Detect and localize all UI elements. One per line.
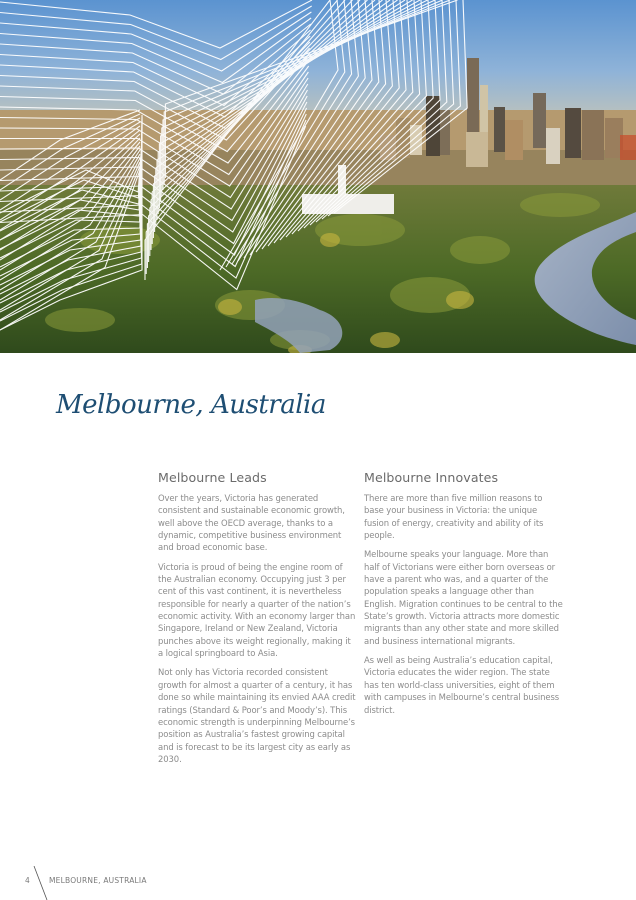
column-melbourne-leads xyxy=(158,470,358,772)
divider-slash xyxy=(30,866,50,900)
column-melbourne-innovates xyxy=(364,470,564,723)
paragraph: Victoria is proud of being the engine room of the Australian economy. Occupying just 3 per cent of this vast continent, it is nevertheless responsible for nearly a quarter of the nation’s economic activity. With an economy larger than Singapore, Ireland or New Zealand, Victoria punches above its weight regionally, making it a logical springboard to Asia. xyxy=(158,561,356,659)
paragraph: As well as being Australia’s education capital, Victoria educates the wider region. The state has ten world-class universities, eight of them with campuses in Melbourne’s central business district. xyxy=(364,655,560,715)
footer-label: MELBOURNE, AUSTRALIA xyxy=(49,876,147,885)
paragraph: There are more than five million reasons to base your business in Victoria: the unique fusion of energy, creativity and ability of its people. xyxy=(364,493,544,541)
section-heading: Melbourne Innovates xyxy=(364,470,499,485)
page-footer xyxy=(0,862,300,900)
page-number: 4 xyxy=(25,876,30,885)
page-title: Melbourne, Australia xyxy=(56,390,326,420)
paragraph: Over the years, Victoria has generated consistent and sustainable economic growth, well above the OECD average, thanks to a dynamic, competitive business environment and broad economic base. xyxy=(158,493,345,553)
paragraph: Not only has Victoria recorded consistent growth for almost a quarter of a century, it has done so while maintaining its envied AAA credit ratings (Standard & Poor’s and Moody’s). This economic strength is underpinning Melbourne’s position as Australia’s fastest growing capital and is forecast to be its largest city as early as 2030. xyxy=(158,667,356,764)
section-heading: Melbourne Leads xyxy=(158,470,267,485)
hero-photo-illustration xyxy=(0,0,636,353)
paragraph: Melbourne speaks your language. More than half of Victorians were either born overseas or have a parent who was, and a quarter of the population speaks a language other than English. Migration continues to be central to the State’s growth. Victoria attracts more domestic migrants than any other state and more skilled and business international migrants. xyxy=(364,549,563,646)
hero-photo xyxy=(0,0,636,353)
